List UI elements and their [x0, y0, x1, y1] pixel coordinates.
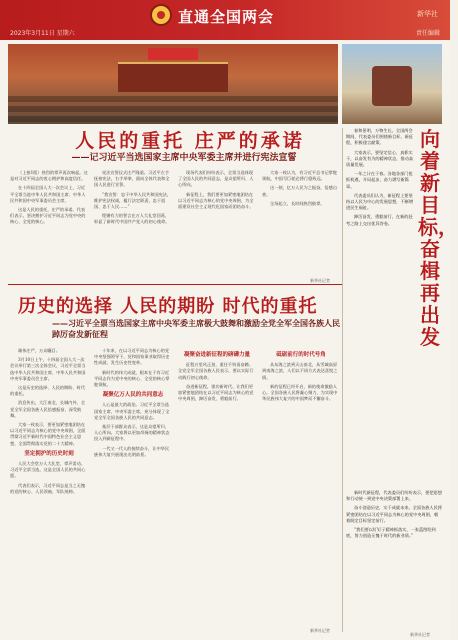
paragraph: 奋斗创造历史，实干成就未来。全国各族人民将紧密团结在以习近平同志为核心的党中央周围，朝着既定目标坚定前行。	[346, 505, 442, 523]
section-heading: 凝聚奋进新征程的磅礴力量	[183, 352, 250, 358]
paragraph: 宪法宣誓仪式庄严隆重。习近平左手抚按宪法，右手举拳，面向全体代表和全国人民进行宣誓。	[94, 170, 170, 188]
seat-row	[8, 116, 338, 122]
section-heading: 坚定拥护的历史时刻	[24, 450, 74, 457]
paragraph: 铿锵有力的誓言在万人大礼堂回荡，彰显了新时代中国共产党人的初心使命。	[94, 213, 170, 225]
paragraph: 一年之计在于春。各地各部门抢抓机遇，开局起步，奋力谱写新篇章。	[346, 171, 413, 189]
sidebar-photo	[342, 44, 442, 124]
paragraph: 征程万里风正劲，重任千钧再奋蹄。全党全军全国各族人民表示，要以实际行动践行初心使命。	[178, 362, 254, 380]
story2-headline: 历史的选择 人民的期盼 时代的重托	[18, 296, 318, 317]
masthead-editor: 责任编辑	[415, 30, 440, 37]
story1-body	[10, 170, 340, 280]
paragraph: 代表们表示，习近平同志是当之无愧的党的核心、人民领袖、军队统帅。	[10, 482, 86, 494]
section-heading: 凝聚亿万人民的共同意志	[102, 392, 164, 399]
story1-headline: 人民的重托 庄严的承诺	[75, 130, 305, 152]
paragraph: 人民大会堂万人大礼堂，掌声雷动。习近平全票当选，这是全国人民的共同心愿。	[10, 461, 86, 479]
masthead-title: 直通全国两会	[178, 8, 275, 26]
paragraph: 新时代的伟大成就，根本在于有习近平同志作为党中央的核心、全党的核心掌舵领航。	[94, 369, 170, 388]
story1-subhead: ——记习近平当选国家主席中央军委主席并进行宪法宣誓	[71, 153, 297, 163]
paragraph: 一代又一代人的接续奋斗，让中华民族伟大复兴展现出光明前景。	[94, 445, 170, 457]
congress-hall-photo	[8, 44, 338, 124]
seat-row	[8, 106, 338, 112]
paragraph: 大家表示，要坚定信心、真抓实干，以奋发有为的精神状态，推动高质量发展。	[346, 149, 414, 168]
paragraph: 新的征程已经开启，新的使命激励人心。全国各族人民将凝心聚力，为实现中华民族伟大复兴的中国梦而不懈奋斗。	[262, 383, 338, 402]
story2-body	[10, 348, 340, 634]
rostrum	[118, 62, 228, 92]
story2-column	[178, 348, 256, 634]
story2-subhead: ——习近平全票当选国家主席中央军委主席极大鼓舞和激励全党全军全国各族人民踔厉奋发新征程	[52, 319, 340, 339]
masthead	[0, 0, 450, 40]
paragraph: 春和景明，万物生长。全国两会期间，代表委员们围绕新目标、新征程，积极建言献策。	[346, 128, 414, 146]
flag-banner	[148, 48, 198, 60]
story1-column	[10, 170, 88, 280]
paragraph: 这是人民的重托，庄严的承诺。代表们表示，坚决拥护习近平同志为党中央的核心、全党的核心。	[10, 207, 86, 225]
masthead-date: 2023年3月11日 星期六	[10, 30, 75, 37]
sidebar-bottom-body	[346, 490, 442, 632]
paragraph: 新征程上，我们要更加紧密地团结在以习近平同志为核心的党中央周围，为全面建设社会主义现代化国家而团结奋斗。	[178, 191, 254, 210]
seat-row	[8, 96, 338, 102]
paragraph: 在十四届全国人大一次会议上，习近平全票当选中华人民共和国主席、中华人民共和国中央军事委员会主席。	[10, 185, 86, 203]
paragraph: 现场代表们纷纷表示，全票当选体现了全国人民的共同意志，是众望所归、人心所向。	[178, 170, 254, 188]
paragraph: 人心是最大的政治。习近平全票当选国家主席、中央军委主席，充分体现了全党全军全国各族人民的共同意志。	[94, 402, 170, 420]
paragraph: 3月10日上午，十四届全国人大一次会议举行第三次全体会议，习近平全票当选中华人民共和国主席、中华人民共和国中央军事委员会主席。	[10, 357, 86, 381]
paragraph: 新时代新征程，代表委员们纷纷表示，要把思想和行动统一到党中央决策部署上来。	[346, 490, 442, 502]
paragraph: 这是历史的选择、人民的期盼、时代的重托。	[10, 385, 86, 397]
story1-column	[262, 170, 340, 280]
paragraph: 全场起立，长时间热烈鼓掌。	[270, 200, 325, 206]
paragraph: 奋进新征程，建功新时代。让我们更加紧密地团结在以习近平同志为核心的党中央周围，踔厉奋发、勇毅前行。	[178, 383, 254, 402]
story2-column	[10, 348, 88, 634]
section-heading: 砥砺前行的时代号角	[276, 352, 326, 358]
paragraph: 十年来，在以习近平同志为核心的党中央坚强领导下，党和国家事业取得历史性成就、发生历史性变革。	[94, 348, 170, 366]
story2-column	[262, 348, 340, 634]
paragraph: “我们要以钉钉子精神抓落实，一张蓝图绘到底，努力创造无愧于时代的新业绩。”	[346, 527, 436, 539]
masthead-subtitle: 新华社	[417, 10, 438, 18]
paragraph: 消息传出，大江南北、长城内外，全党全军全国各族人民倍感振奋、深受鼓舞。	[10, 400, 86, 418]
story2-credit: 新华社记者	[310, 628, 330, 633]
paragraph: 大家一致表示，要更加紧密地团结在以习近平同志为核心的党中央周围，全面贯彻习近平新时代中国特色社会主义思想，全面贯彻落实党的二十大精神。	[10, 422, 86, 446]
paragraph: “我宣誓：忠于中华人民共和国宪法，维护宪法权威，履行法定职责，忠于祖国、忠于人民……”	[94, 191, 172, 210]
section-divider	[8, 284, 342, 285]
sidebar-credit: 新华社记者	[410, 632, 430, 637]
paragraph: （上接1版）热烈的掌声再次响起。这是对习近平同志的衷心拥护和高度信任。	[10, 170, 88, 182]
paragraph: 这一刻，亿万人民为之振奋，倍感自豪。	[262, 185, 338, 197]
sidebar-body	[346, 128, 414, 488]
sidebar-vertical-headline: 向着新目标，奋楫再出发	[418, 127, 458, 349]
column-rule	[342, 128, 343, 632]
paragraph: 大家一致认为，有习近平总书记掌舵领航，中国号巨轮必将行稳致远。	[262, 170, 338, 182]
story2-column	[94, 348, 172, 634]
paragraph: 从东海之滨到天山南北，从雪域高原到南海之滨，人们以不同方式表达喜悦之情。	[262, 362, 338, 380]
paragraph: 代表委员们认为，新征程上要坚持以人民为中心的发展思想，不断增进民生福祉。	[346, 192, 414, 211]
paragraph: 踔厉奋发、勇毅前行，在新的赶考之路上交出优异答卷。	[346, 214, 413, 226]
paragraph: 基层干部群众表示，这是众望所归、人心所向。大家将以更加昂扬的精神状态投入到新征程中。	[94, 424, 170, 442]
national-emblem-icon	[150, 4, 172, 26]
story1-column	[178, 170, 256, 280]
story1-credit: 新华社记者	[310, 278, 330, 283]
paragraph: 雄伟庄严，万众瞩目。	[18, 348, 60, 353]
story1-column	[94, 170, 172, 280]
